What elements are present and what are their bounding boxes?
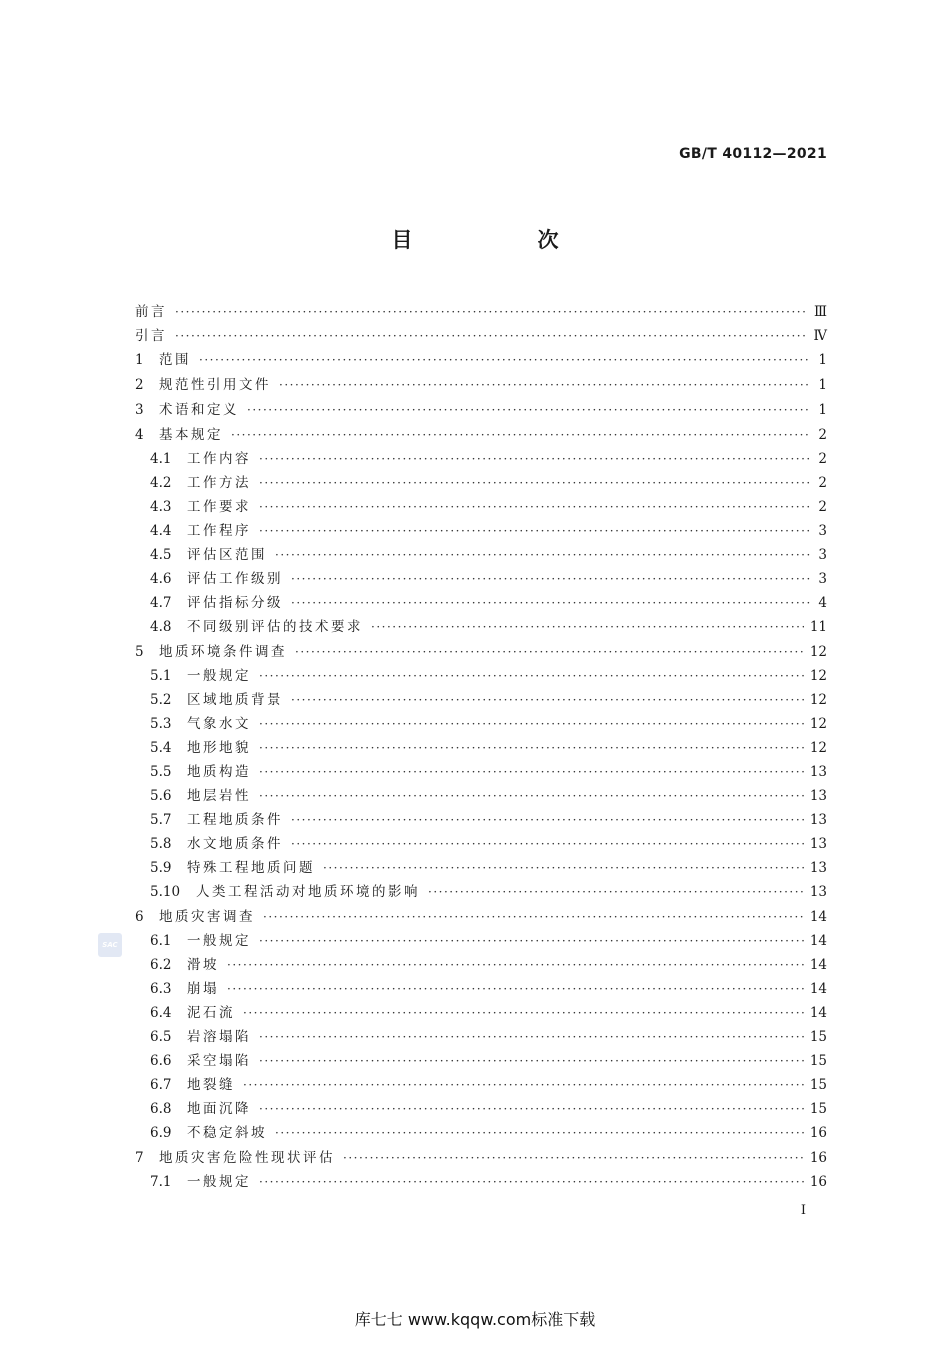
toc-entry-page: 14: [809, 933, 827, 949]
toc-entry[interactable]: [135, 591, 827, 615]
toc-entry-number: 6.6: [150, 1053, 172, 1069]
toc-entry-page: 13: [809, 836, 827, 852]
toc-leader-dots: [371, 615, 804, 639]
toc-entry-label: 地质灾害危险性现状评估: [159, 1150, 335, 1166]
toc-leader-dots: [175, 300, 808, 324]
toc-entry-label: 一般规定: [187, 1174, 251, 1190]
toc-entry[interactable]: [135, 300, 827, 324]
toc-entry-page: 13: [809, 884, 827, 900]
toc-entry-page: 2: [818, 427, 827, 443]
toc-entry-page: 1: [818, 377, 827, 393]
toc-entry-label: 不稳定斜坡: [187, 1125, 267, 1141]
toc-leader-dots: [199, 348, 811, 372]
toc-entry[interactable]: [135, 519, 827, 543]
toc-entry-page: 16: [809, 1150, 827, 1166]
toc-entry-page: 15: [809, 1101, 827, 1117]
toc-entry-number: 1: [135, 352, 144, 368]
toc-leader-dots: [259, 447, 811, 471]
toc-entry[interactable]: [135, 543, 827, 567]
toc-entry-label: 地裂缝: [187, 1077, 235, 1093]
toc-leader-dots: [291, 832, 804, 856]
toc-entry-page: 12: [809, 668, 827, 684]
toc-entry-label: 评估工作级别: [187, 571, 283, 587]
toc-entry-number: 5.4: [150, 740, 172, 756]
toc-leader-dots: [243, 1073, 804, 1097]
toc-entry-label: 采空塌陷: [187, 1053, 251, 1069]
toc-entry-label: 气象水文: [187, 716, 251, 732]
toc-entry-number: 4.7: [150, 595, 172, 611]
toc-entry-page: 3: [818, 523, 827, 539]
toc-entry-label: 水文地质条件: [187, 836, 283, 852]
toc-entry-label: 基本规定: [159, 427, 223, 443]
document-code: GB/T 40112—2021: [679, 146, 827, 162]
toc-entry-number: 5.1: [150, 668, 172, 684]
page-number: I: [800, 1203, 806, 1218]
toc-entry-label: 崩塌: [187, 981, 219, 997]
toc-leader-dots: [259, 471, 811, 495]
toc-entry-number: 5.2: [150, 692, 172, 708]
toc-entry-number: 5.3: [150, 716, 172, 732]
toc-entry-label: 规范性引用文件: [159, 377, 271, 393]
toc-entry-label: 岩溶塌陷: [187, 1029, 251, 1045]
toc-entry-label: 地层岩性: [187, 788, 251, 804]
toc-entry[interactable]: [135, 471, 827, 495]
toc-entry-label: 工作要求: [187, 499, 251, 515]
toc-leader-dots: [227, 953, 804, 977]
toc-entry[interactable]: [135, 1170, 827, 1194]
toc-leader-dots: [175, 324, 808, 348]
toc-leader-dots: [259, 784, 804, 808]
toc-leader-dots: [231, 423, 811, 447]
toc-entry-label: 人类工程活动对地质环境的影响: [196, 884, 420, 900]
toc-entry-number: 2: [135, 377, 144, 393]
toc-entry[interactable]: [135, 880, 827, 904]
toc-entry[interactable]: [135, 567, 827, 591]
toc-leader-dots: [275, 1121, 804, 1145]
toc-entry-page: 3: [818, 571, 827, 587]
toc-entry-page: 12: [809, 716, 827, 732]
toc-entry[interactable]: [135, 1073, 827, 1097]
toc-entry-label: 工作内容: [187, 451, 251, 467]
toc-entry[interactable]: [135, 905, 827, 929]
toc-entry-page: 12: [809, 644, 827, 660]
toc-leader-dots: [259, 929, 804, 953]
toc-leader-dots: [428, 880, 804, 904]
toc-entry-page: 14: [809, 909, 827, 925]
toc-entry-label: 评估指标分级: [187, 595, 283, 611]
toc-entry[interactable]: [135, 398, 827, 422]
toc-entry-label: 引言: [135, 328, 167, 344]
toc-leader-dots: [275, 543, 811, 567]
toc-leader-dots: [291, 591, 811, 615]
toc-entry-page: 15: [809, 1077, 827, 1093]
toc-leader-dots: [227, 977, 804, 1001]
toc-entry[interactable]: [135, 929, 827, 953]
toc-entry-number: 6.5: [150, 1029, 172, 1045]
table-of-contents: [135, 300, 827, 1194]
toc-leader-dots: [259, 495, 811, 519]
toc-entry-label: 地质灾害调查: [159, 909, 255, 925]
toc-entry[interactable]: [135, 784, 827, 808]
toc-leader-dots: [259, 760, 804, 784]
toc-entry-number: 5.10: [150, 884, 181, 900]
toc-entry-number: 4.5: [150, 547, 172, 563]
toc-entry-number: 6.9: [150, 1125, 172, 1141]
toc-leader-dots: [259, 519, 811, 543]
toc-entry-number: 5.6: [150, 788, 172, 804]
toc-leader-dots: [295, 640, 804, 664]
toc-entry-label: 一般规定: [187, 668, 251, 684]
toc-leader-dots: [259, 1097, 804, 1121]
toc-entry-number: 4.6: [150, 571, 172, 587]
toc-entry[interactable]: [135, 1146, 827, 1170]
toc-entry-number: 4.1: [150, 451, 172, 467]
toc-entry-label: 地质构造: [187, 764, 251, 780]
toc-entry[interactable]: [135, 664, 827, 688]
toc-entry-page: 15: [809, 1053, 827, 1069]
toc-leader-dots: [243, 1001, 804, 1025]
toc-leader-dots: [263, 905, 804, 929]
toc-entry-number: 7: [135, 1150, 144, 1166]
toc-entry-page: 13: [809, 812, 827, 828]
toc-leader-dots: [343, 1146, 804, 1170]
toc-entry-label: 工程地质条件: [187, 812, 283, 828]
toc-entry-page: 13: [809, 860, 827, 876]
toc-leader-dots: [291, 808, 804, 832]
toc-entry-page: 1: [818, 352, 827, 368]
toc-entry-page: 13: [809, 764, 827, 780]
toc-entry-number: 6.8: [150, 1101, 172, 1117]
toc-entry[interactable]: [135, 1049, 827, 1073]
toc-entry-page: 1: [818, 402, 827, 418]
toc-entry-number: 4.4: [150, 523, 172, 539]
toc-entry-number: 6: [135, 909, 144, 925]
toc-entry-label: 前言: [135, 304, 167, 320]
toc-entry-number: 4: [135, 427, 144, 443]
toc-entry-page: 11: [809, 619, 827, 635]
toc-entry[interactable]: [135, 1025, 827, 1049]
toc-entry-page: 3: [818, 547, 827, 563]
toc-entry-number: 6.4: [150, 1005, 172, 1021]
toc-entry-number: 5.5: [150, 764, 172, 780]
toc-entry-number: 4.2: [150, 475, 172, 491]
toc-leader-dots: [279, 373, 811, 397]
toc-entry[interactable]: [135, 736, 827, 760]
toc-entry-page: 2: [818, 475, 827, 491]
toc-entry[interactable]: [135, 447, 827, 471]
toc-entry-page: 16: [809, 1174, 827, 1190]
toc-leader-dots: [259, 712, 804, 736]
toc-entry-label: 一般规定: [187, 933, 251, 949]
toc-entry-page: 14: [809, 1005, 827, 1021]
toc-entry[interactable]: [135, 808, 827, 832]
toc-entry-page: Ⅲ: [813, 304, 827, 320]
toc-leader-dots: [259, 736, 804, 760]
toc-entry[interactable]: [135, 856, 827, 880]
toc-entry-page: 4: [818, 595, 827, 611]
toc-entry[interactable]: [135, 423, 827, 447]
toc-leader-dots: [259, 1170, 804, 1194]
toc-entry[interactable]: [135, 1121, 827, 1145]
toc-entry-page: 2: [818, 499, 827, 515]
toc-entry-label: 滑坡: [187, 957, 219, 973]
toc-entry-page: 12: [809, 692, 827, 708]
toc-entry[interactable]: [135, 712, 827, 736]
toc-title: 目 次: [391, 228, 611, 252]
toc-entry-number: 5.7: [150, 812, 172, 828]
toc-entry-number: 7.1: [150, 1174, 172, 1190]
toc-leader-dots: [323, 856, 804, 880]
toc-entry[interactable]: [135, 640, 827, 664]
toc-entry[interactable]: [135, 324, 827, 348]
toc-entry[interactable]: [135, 615, 827, 639]
toc-entry-label: 地质环境条件调查: [159, 644, 287, 660]
toc-entry-label: 评估区范围: [187, 547, 267, 563]
toc-entry-page: 12: [809, 740, 827, 756]
toc-entry-page: 14: [809, 957, 827, 973]
footer-watermark: 库七七 www.kqqw.com标准下载: [354, 1310, 596, 1329]
toc-entry-label: 特殊工程地质问题: [187, 860, 315, 876]
toc-entry-number: 4.8: [150, 619, 172, 635]
toc-entry[interactable]: [135, 832, 827, 856]
toc-entry-number: 6.7: [150, 1077, 172, 1093]
toc-entry-number: 6.1: [150, 933, 172, 949]
toc-entry[interactable]: [135, 1097, 827, 1121]
toc-entry-page: 13: [809, 788, 827, 804]
toc-leader-dots: [291, 567, 811, 591]
toc-entry-number: 3: [135, 402, 144, 418]
toc-leader-dots: [259, 1049, 804, 1073]
toc-entry-label: 区域地质背景: [187, 692, 283, 708]
toc-entry[interactable]: [135, 495, 827, 519]
toc-entry-number: 4.3: [150, 499, 172, 515]
toc-entry-page: 15: [809, 1029, 827, 1045]
toc-entry-page: Ⅳ: [813, 328, 827, 344]
toc-leader-dots: [259, 1025, 804, 1049]
toc-entry-label: 术语和定义: [159, 402, 239, 418]
toc-entry-number: 6.3: [150, 981, 172, 997]
toc-entry[interactable]: [135, 373, 827, 397]
toc-entry[interactable]: [135, 1001, 827, 1025]
toc-entry-number: 5: [135, 644, 144, 660]
toc-entry-number: 5.8: [150, 836, 172, 852]
toc-entry-label: 地面沉降: [187, 1101, 251, 1117]
toc-entry[interactable]: [135, 348, 827, 372]
toc-entry[interactable]: [135, 953, 827, 977]
toc-entry-label: 泥石流: [187, 1005, 235, 1021]
toc-entry-page: 16: [809, 1125, 827, 1141]
toc-entry[interactable]: [135, 760, 827, 784]
toc-entry-label: 工作方法: [187, 475, 251, 491]
sac-watermark-icon: SAC: [98, 933, 122, 957]
toc-entry-page: 14: [809, 981, 827, 997]
toc-entry-page: 2: [818, 451, 827, 467]
toc-entry[interactable]: [135, 688, 827, 712]
toc-entry-number: 5.9: [150, 860, 172, 876]
toc-entry-number: 6.2: [150, 957, 172, 973]
toc-entry-label: 不同级别评估的技术要求: [187, 619, 363, 635]
toc-entry-label: 地形地貌: [187, 740, 251, 756]
toc-leader-dots: [247, 398, 811, 422]
toc-leader-dots: [259, 664, 804, 688]
toc-entry-label: 范围: [159, 352, 191, 368]
toc-leader-dots: [291, 688, 804, 712]
toc-entry[interactable]: [135, 977, 827, 1001]
toc-entry-label: 工作程序: [187, 523, 251, 539]
